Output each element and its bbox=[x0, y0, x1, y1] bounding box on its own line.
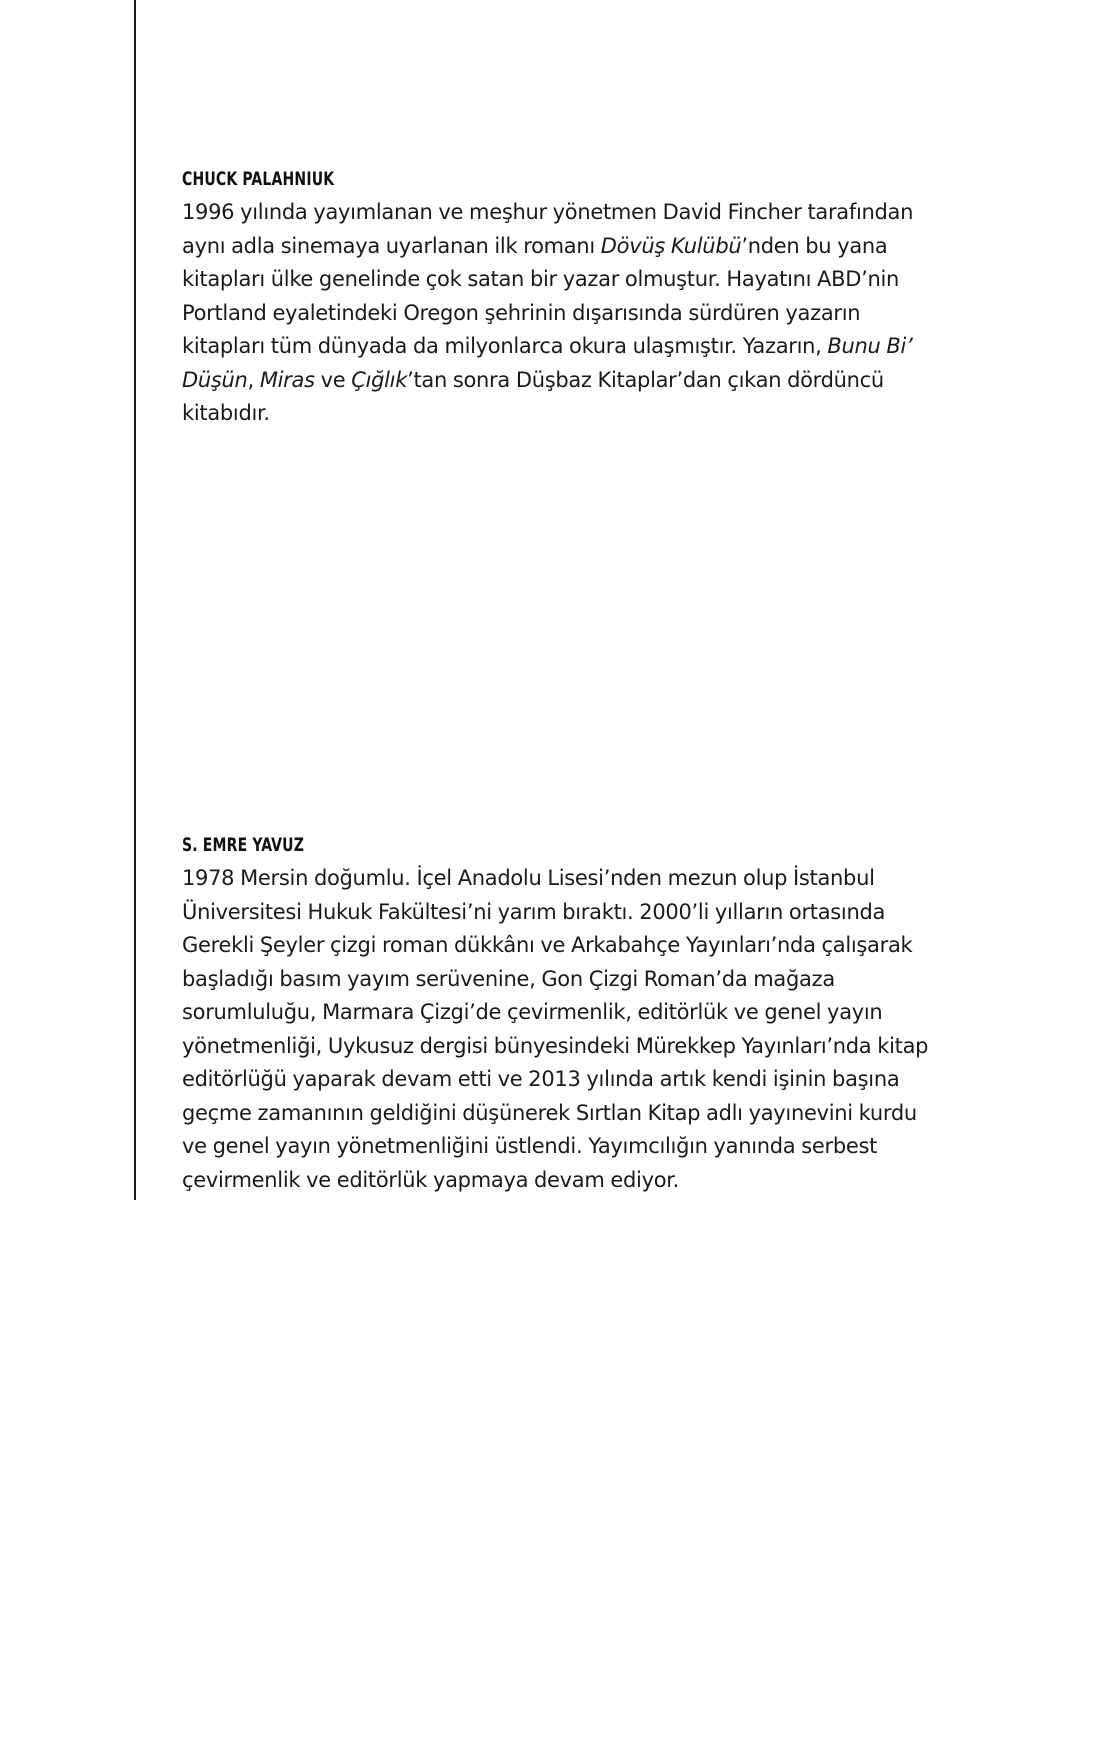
book-title: Çığlık bbox=[351, 367, 408, 392]
book-title: Dövüş Kulübü bbox=[600, 233, 742, 258]
author-bio-text bbox=[182, 196, 932, 431]
text-run: ’nden bu yana kitapları ülke genelinde çok satan bir yazar olmuştur. Hayatını ABD’nin Portland eyaletindeki Oregon şehrinin dışarısında sürdüren yazarın kitapları tüm dünyada da milyonlarca okura ulaşmıştır. Yazarın, bbox=[182, 233, 900, 358]
page-margin-rule bbox=[134, 0, 136, 1200]
text-run: , bbox=[247, 367, 260, 392]
text-run: 1978 Mersin doğumlu. İçel Anadolu Lisesi’nden mezun olup İstanbul Üniversitesi Hukuk Fakültesi’ni yarım bıraktı. 2000’li yılların ortasında Gerekli Şeyler çizgi roman dükkânı ve Arkabahçe Yayınları’nda çalışarak başladığı basım yayım serüvenine, Gon Çizgi Roman’da mağaza sorumluluğu, Marmara Çizgi’de çevirmenlik, editörlük ve genel yayın yönetmenliği, Uykusuz dergisi bünyesindeki Mürekkep Yayınları’nda kitap editörlüğü yaparak devam etti ve 2013 yılında artık kendi işinin başına geçme zamanının geldiğini düşünerek Sırtlan Kitap adlı yayınevini kurdu ve genel yayın yönetmenliğini üstlendi. Yayımcılığın yanında serbest çevirmenlik ve editörlük yapmaya devam ediyor. bbox=[182, 866, 929, 1192]
book-title: Miras bbox=[259, 367, 315, 392]
text-run: ’tan sonra Düşbaz Kitaplar’dan çıkan dördüncü kitabıdır. bbox=[182, 367, 884, 425]
translator-bio-text bbox=[182, 862, 932, 1197]
author-name: CHUCK PALAHNIUK bbox=[182, 168, 335, 190]
text-run: ve bbox=[314, 367, 352, 392]
text-run: 1996 yılında yayımlanan ve meşhur yönetmen David Fincher tarafından aynı adla sinemaya uyarlanan ilk romanı bbox=[182, 200, 914, 258]
translator-name: S. EMRE YAVUZ bbox=[182, 834, 305, 856]
author-bio bbox=[182, 168, 932, 431]
translator-bio bbox=[182, 834, 932, 1197]
book-title: Bunu Bi’ Düşün bbox=[182, 334, 913, 392]
